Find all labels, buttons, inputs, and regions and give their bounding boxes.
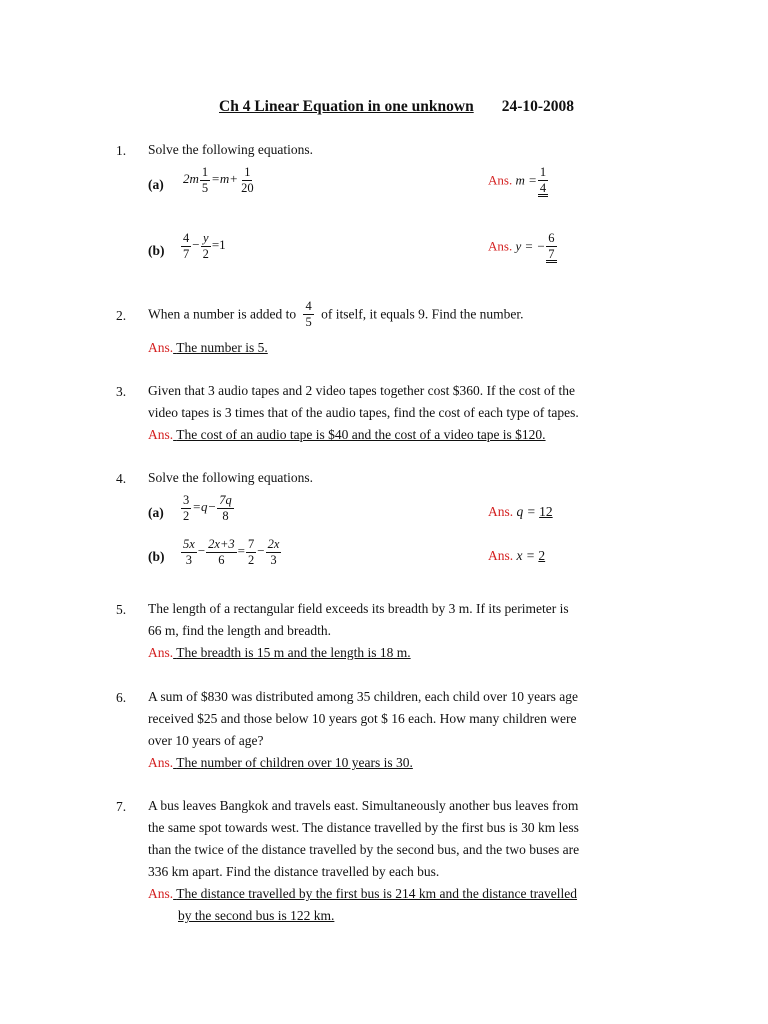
title-date: 24-10-2008 bbox=[501, 98, 575, 115]
q1a-frac2: $\frac{1}{20}$ bbox=[241, 165, 254, 195]
q7-number: 7. bbox=[116, 799, 127, 814]
q4b-equation: $\frac{5x}{3}$ − $\frac{2x+3}{6}$ = $\frac{7}{2}$ − $\frac{2x}{3}$ bbox=[183, 537, 280, 567]
q1b-label: (b) bbox=[148, 243, 165, 258]
q5-number: 5. bbox=[116, 602, 127, 617]
q3-text: Given that 3 audio tapes and 2 video tapes together cost $360. If the cost of the video tapes is 3 times that of the audio tapes, find the cost of each type of tapes. Ans. The cost of an audio tape is $40 and the cost of a video tape is $120. bbox=[148, 383, 579, 442]
q4a-label: (a) bbox=[148, 505, 164, 520]
q2-number: 2. bbox=[116, 308, 127, 323]
q6-text: A sum of $830 was distributed among 35 children, each child over 10 years age received $25 and those below 10 years got $ 16 each. How many children were over 10 years of age? Ans. The number of children over 10 years is 30. bbox=[148, 689, 579, 770]
q1a-frac1: $\frac{1}{5}$ bbox=[201, 165, 209, 195]
q1b-answer: Ans. y = − $\frac{6}{7}$ bbox=[488, 232, 558, 263]
page-title bbox=[219, 98, 574, 116]
q4b-answer: Ans. x = 2 bbox=[488, 548, 546, 563]
q4a-answer: Ans. q = 12 bbox=[488, 504, 553, 519]
q3-number: 3. bbox=[116, 384, 127, 399]
q1a-equation bbox=[183, 166, 257, 194]
q5-text: The length of a rectangular field exceeds its breadth by 3 m. If its perimeter is 66 m, find the length and breadth. Ans. The breadth is 15 m and the length is 18 m. bbox=[148, 601, 569, 660]
title-text: Ch 4 Linear Equation in one unknown bbox=[219, 98, 474, 115]
q4-text: Solve the following equations. bbox=[148, 470, 313, 485]
q1a-answer: Ans. m = $\frac{1}{4}$ bbox=[488, 166, 549, 197]
q1-number: 1. bbox=[116, 143, 127, 158]
q1-text: Solve the following equations. bbox=[148, 142, 313, 157]
q2-answer: Ans. The number is 5. bbox=[148, 340, 268, 355]
q1b-answer-frac: $\frac{6}{7}$ bbox=[546, 232, 556, 263]
q4a-equation: $\frac{3}{2}$ =q− $\frac{7q}{8}$ bbox=[183, 493, 232, 523]
q6-number: 6. bbox=[116, 690, 127, 705]
q1b-equation: $\frac{4}{7}$ − $\frac{y}{2}$ =1 bbox=[183, 231, 226, 261]
q1a-mid: =m+ bbox=[211, 170, 239, 186]
q1a-lhs: 2m bbox=[183, 170, 199, 186]
q1a-answer-frac: $\frac{1}{4}$ bbox=[538, 166, 548, 197]
q2-text: When a number is added to $\frac{4}{5}$ of itself, it equals 9. Find the number. bbox=[148, 299, 524, 329]
q4b-label: (b) bbox=[148, 549, 165, 564]
q1a-label: (a) bbox=[148, 177, 164, 192]
q4-number: 4. bbox=[116, 471, 127, 486]
q7-text: A bus leaves Bangkok and travels east. Simultaneously another bus leaves from the same spot towards west. The distance travelled by the first bus is 30 km less than the twice of the distance travelled by the second bus, and the two buses are 336 km apart. Find the distance travelled by each bus. Ans. The distance travelled by the first bus is 214 km and the distance travelled by the second bus is 122 km. bbox=[148, 798, 580, 923]
